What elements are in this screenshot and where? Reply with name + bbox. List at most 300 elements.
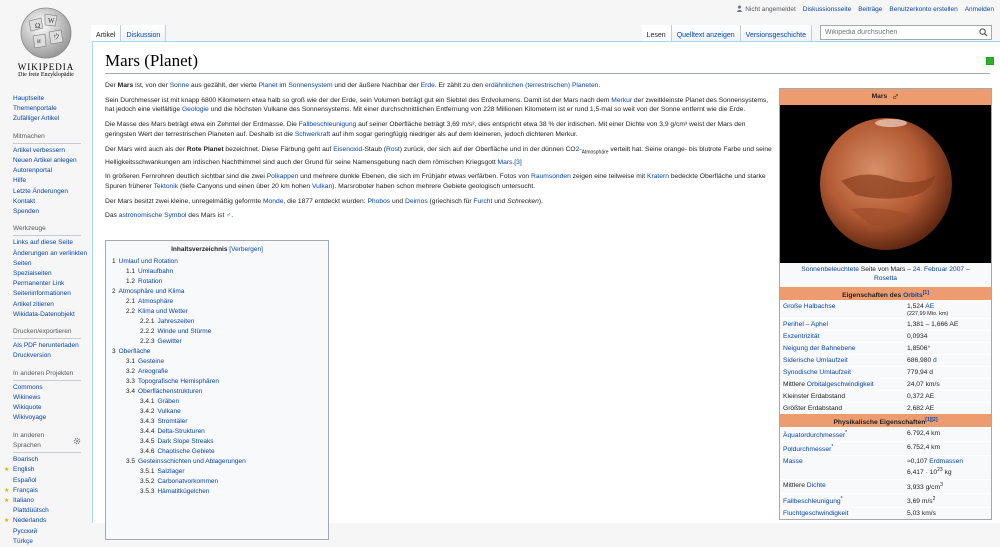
toc-item-number: 3.5.2 [140,478,155,485]
language-link[interactable]: Plattdüütsch [13,507,49,515]
infobox-caption [780,263,991,287]
infobox [779,88,992,520]
sidebar-participate-item[interactable]: Neuen Artikel anlegen [13,157,77,165]
text-run: zeigen eine teilweise mit [570,173,647,181]
infobox-value [904,319,991,330]
toc-item[interactable] [112,407,322,417]
title-divider [105,73,990,74]
inline-link[interactable]: [3] [514,158,522,166]
italic-term: Schrecken [507,197,539,205]
infobox-value [904,508,991,519]
text-run: des Mars ist [186,212,227,220]
toc-item-number: 1 [112,258,116,265]
key-link[interactable]: Perihel – Aphel [783,321,828,328]
login-link[interactable]: Anmelden [964,5,994,13]
caption-link[interactable]: Sonnenbeleuchtete [801,266,859,273]
toc-list [112,257,322,497]
infobox-row [780,493,991,507]
sidebar-tools-item[interactable]: Links auf diese Seite [13,239,73,247]
key-link[interactable]: Neigung der Bahnebene [783,345,856,352]
sidebar-tools [13,238,91,320]
toc-item-number: 3.4.6 [140,448,155,455]
toc-item[interactable] [112,347,322,357]
toc-item[interactable] [112,377,322,387]
inline-link[interactable]: Sonne [169,82,190,89]
value-link[interactable]: d [933,357,937,364]
text-run: , die 1877 entdeckt wurden: [283,197,368,205]
reviewed-badge-icon[interactable] [986,57,994,65]
tab-discussion[interactable]: Diskussion [121,25,166,41]
key-text: Kleinster Erdabstand [783,393,846,400]
sidebar-project-item[interactable]: Wikinews [13,394,41,402]
create-account-link[interactable]: Benutzerkonto erstellen [889,5,958,13]
tab-view-source[interactable]: Quelltext anzeigen [672,25,741,41]
toc-item[interactable] [112,457,322,467]
participate-heading-label: Mitmachen [13,132,45,140]
orbit-rows [780,300,991,414]
text-run: . [598,82,601,89]
text-run: Sein Durchmesser ist mit knapp 6800 Kilometern etwa halb so groß wie der der Erde, sein Volumen beträgt gut ein Siebtel des Erdvolumens. Damit ist der Mars nach dem [105,96,612,104]
inline-link[interactable]: Phobos [367,197,391,205]
inline-link[interactable]: Mars [497,158,513,166]
sidebar-print-item[interactable]: Als PDF herunterladen [13,342,79,350]
mars-image[interactable] [780,105,991,263]
toc-item[interactable] [112,297,322,307]
toc-item-label[interactable]: Gesteinsschichten und Ablagerungen [138,458,246,465]
sidebar-print [13,341,91,361]
toc-item-label[interactable]: Atmosphäre und Klima [118,288,185,295]
inline-link[interactable]: ♂ [226,212,232,220]
sidebar-print-item[interactable]: Druckversion [13,352,51,360]
value-text: 1,524 [907,303,926,310]
toc-item[interactable] [112,437,322,447]
inline-link[interactable]: 2 [575,145,580,153]
key-link[interactable]: Äquatordurchmesser [783,432,846,440]
text-run: . [231,212,234,220]
toc-item[interactable] [112,337,322,347]
inline-link[interactable]: Polkappen [266,173,299,181]
text-run: (tiefe Canyons und einen über 20 km hohen [178,182,312,190]
sidebar-project-item[interactable]: Wikivoyage [13,414,47,422]
sidebar-tools-item[interactable]: Permanenter Link [13,280,65,288]
participate-heading [13,132,81,144]
toc-item-number: 3.4 [126,388,136,395]
toc-item[interactable] [112,477,322,487]
toc-item[interactable] [112,387,322,397]
languages-heading [13,431,81,453]
toc-item-number: 3.2 [126,368,136,375]
toc-item-label[interactable]: Chaotische Gebiete [157,448,215,455]
value-text: 3,69 m/s [907,498,933,506]
text-run: bezeichnet. Diese Färbung geht auf [223,145,334,153]
sidebar-project-item[interactable]: Commons [13,383,43,391]
sidebar-participate-item[interactable]: Artikel verbessern [13,146,66,154]
infobox-key [780,403,904,414]
toc-item-number: 3.5.3 [140,488,155,495]
mars-globe-image [811,109,961,259]
value-text: 1,381 – 1,666 AE [907,321,959,328]
inline-link[interactable]: Geologie [181,106,209,114]
sidebar-participate-item[interactable]: Autorenportal [13,167,53,175]
infobox-key [780,301,904,318]
sidebar-project-item[interactable]: Wikiquote [13,404,42,412]
toc-item-number: 2.2.2 [140,328,155,335]
toc-item-label[interactable]: Gewitter [157,338,182,345]
infobox-value [904,494,991,507]
sidebar-nav-item[interactable]: Hauptseite [13,95,45,102]
subscript: Atmosphäre [581,148,609,155]
toc-item-label[interactable]: Jahreszeiten [157,318,195,325]
value-subtext: (227,99 Mio. km) [907,311,949,317]
language-link[interactable]: Boarisch [13,456,39,464]
toc-item-number: 2.2.1 [140,318,155,325]
contributions-link[interactable]: Beiträge [858,5,883,13]
physical-section-heading [780,414,991,427]
tab-article[interactable]: Artikel [91,25,121,41]
toc-item[interactable] [112,447,322,457]
key-text: Größter Erdabstand [783,405,843,412]
language-link[interactable]: Español [13,476,37,484]
language-link[interactable]: ★ Français [13,486,91,496]
toc-item-number: 3.4.2 [140,408,155,415]
toc-item[interactable] [112,317,322,327]
toc-item[interactable] [112,487,322,497]
value-link[interactable]: Erdmassen [929,458,964,466]
inline-link[interactable]: Fallbeschleunigung [298,121,357,129]
value-text: 3,933 g/cm [907,483,941,491]
text-run: ist, von der [133,82,170,89]
inline-link[interactable]: Planet [258,82,278,89]
toc-item[interactable] [112,287,322,297]
toc-item[interactable] [112,277,322,287]
text-run: Das [105,212,119,220]
talk-link[interactable]: Diskussionsseite [802,5,852,13]
value-text: 0,0934 [907,333,928,340]
toc-item-number: 3.4.4 [140,428,155,435]
sidebar-navigation [13,94,91,125]
value-text: 0,372 AE [907,393,935,400]
namespace-tabs [91,25,166,41]
sidebar-participate-item[interactable]: Spenden [13,208,40,216]
toc-item-label[interactable]: Winde und Stürme [157,328,212,335]
toc-item-label[interactable]: Delta-Strukturen [157,428,205,435]
value-text: 686,980 [907,357,934,364]
search-input[interactable] [820,25,992,40]
infobox-key [780,379,904,390]
infobox-value [904,480,991,493]
inline-link[interactable]: Raumsonden [531,173,571,181]
text-run: und der äußere Nachbar der [332,82,421,89]
inline-link[interactable]: Deimos [405,197,428,205]
sidebar-participate [13,146,91,217]
toc-item-label[interactable]: Umlaufbahn [138,268,174,275]
text-run: . [512,158,515,166]
infobox-key [780,442,904,455]
value-link[interactable]: AE [925,303,935,310]
paragraph-1 [105,81,775,91]
search-icon[interactable] [979,28,988,37]
value-text: kg [942,469,952,477]
infobox-row [780,378,991,390]
mars-symbol-icon: ♂ [891,91,900,103]
toc-item-number: 3.4.5 [140,438,155,445]
key-text: Mittlere [783,481,807,489]
inline-link[interactable]: Kratern [647,173,669,181]
paragraph-3 [105,120,775,139]
inline-link[interactable]: Tektonik [153,182,179,190]
print-heading [13,327,81,339]
sidebar-participate-item[interactable]: Letzte Änderungen [13,187,68,195]
print-heading-label: Drucken/exportieren [13,328,72,336]
infobox-row [780,366,991,378]
svg-text:и: и [37,37,41,45]
logo-tagline: Die freie Enzyklopädie [18,72,74,78]
infobox-title-label: Mars [871,93,888,100]
orbit-heading-ref[interactable]: [1] [922,290,929,296]
physical-heading-ref[interactable]: [1][2] [925,417,938,423]
infobox-key [780,355,904,366]
infobox-key [780,508,904,519]
key-link[interactable]: Orbitalgeschwindigkeit [806,381,874,388]
page-title: Mars (Planet) [105,51,199,70]
toc-item-number: 1.2 [126,278,136,285]
toc-item-label[interactable]: Klima und Wetter [138,308,188,315]
inline-link[interactable]: Furcht [473,197,493,205]
language-link[interactable]: Türkçe [13,537,33,545]
infobox-key [780,343,904,354]
user-icon [736,5,743,12]
languages-heading-label: In anderen Sprachen [13,431,45,449]
language-link[interactable]: ★ English [13,465,91,475]
infobox-value [904,367,991,378]
personal-tools [736,5,994,13]
text-run: In größeren Fernrohren deutlich sichtbar sind die zwei [105,173,267,181]
infobox-value [904,355,991,366]
inline-link[interactable]: Sonnensystem [288,82,333,89]
sidebar-participate-item[interactable]: Hilfe [13,177,27,185]
gear-icon[interactable] [73,437,81,445]
inline-link[interactable]: Eisenoxid [333,145,363,153]
text-run: - [579,145,582,153]
text-run: (griechisch für [427,197,474,205]
caption-text: Seite von Mars – [858,266,913,273]
inline-link[interactable]: Monde [262,197,284,205]
value-text: 6.752,4 km [907,444,941,452]
sidebar-projects [13,383,91,424]
infobox-key [780,367,904,378]
inline-link[interactable]: Merkur [611,96,633,104]
toc-item-label[interactable]: Umlauf und Rotation [118,258,178,265]
key-asterisk: * [845,430,848,436]
infobox-row [780,441,991,455]
value-text: 2,682 AE [907,405,935,412]
sidebar-nav-item[interactable]: Zufälliger Artikel [13,115,60,123]
toc-item-number: 3.4.1 [140,398,155,405]
text-run: Der Mars besitzt zwei kleine, unregelmäßig geformte [105,197,263,205]
toc-item-number: 3 [112,348,116,355]
key-link[interactable]: Dichte [806,481,826,489]
key-asterisk: * [840,495,843,502]
inline-link[interactable]: astronomische Symbol [118,212,187,220]
value-text: 24,07 km/s [907,381,940,388]
toc-item-number: 2.2.3 [140,338,155,345]
key-link[interactable]: Fallbeschleunigung [783,498,841,506]
infobox-value [904,456,991,478]
tab-read[interactable]: Lesen [642,25,672,41]
inline-link[interactable]: Rost [386,145,400,153]
toc-item[interactable] [112,267,322,277]
orbit-heading-text: Eigenschaften des [842,292,904,300]
toc-item-label[interactable]: Stromtäler [157,418,188,425]
bold-term: Mars [117,82,134,89]
inline-link[interactable]: Erde [420,82,435,89]
sidebar-tools-item[interactable]: Seiteninformationen [13,290,71,298]
language-link[interactable]: ★ Nederlands [13,516,91,526]
sidebar-tools-item[interactable]: Änderungen an verlinkten Seiten [13,249,88,267]
tools-heading [13,224,81,236]
key-link[interactable]: Exzentrizität [783,333,820,340]
value-text: ≈0,107 [907,458,930,466]
toc-item-label[interactable]: Vulkane [157,408,181,415]
text-run: Der [105,82,118,89]
article-body [105,81,775,226]
language-link[interactable]: ★ Italiano [13,496,91,506]
toc-item-label[interactable]: Gesteine [138,358,165,365]
text-run: auf seiner Oberfläche beträgt 3,69 m/s², dies entspricht etwa 38 % der irdischen. Mit einer Dichte von 3,9 g/cm³ weist der Mars den geringsten Wert der terrestrischen Planeten auf. Deshalb ist die [105,121,746,138]
infobox-row [780,402,991,414]
toc-toggle[interactable]: [Verbergen] [229,246,263,253]
infobox-key [780,428,904,441]
infobox-row [780,455,991,478]
text-run: im [277,82,289,89]
key-link[interactable]: Siderische Umlaufzeit [783,357,848,364]
value-exponent: 3 [940,481,943,488]
puzzle-globe-icon [19,6,73,60]
infobox-key [780,456,904,478]
toc-item[interactable] [112,417,322,427]
orbit-heading-link[interactable]: Orbits [903,292,923,300]
infobox-key [780,391,904,402]
infobox-row [780,354,991,366]
key-link[interactable]: Poldurchmesser [783,446,832,454]
sidebar-tools-item[interactable]: Spezialseiten [13,270,52,278]
toc-item-number: 3.3 [126,378,136,385]
key-link[interactable]: Große Halbachse [783,303,836,310]
infobox-value [904,343,991,354]
toc-item-number: 3.4.3 [140,418,155,425]
value-line [907,466,988,477]
toc-item-label[interactable]: Oberfläche [118,348,151,355]
tab-history[interactable]: Versionsgeschichte [741,25,812,41]
text-run: aus gezählt, der vierte [189,82,259,89]
toc-item-label[interactable]: Rotation [138,278,163,285]
text-run: und [390,197,406,205]
sidebar-participate-item[interactable]: Kontakt [13,197,36,205]
text-run: und mehrere dunkle Ebenen, die sich im Frühjahr etwas verfärben. Fotos von [298,173,532,181]
toc-item[interactable] [112,327,322,337]
toc-title [112,245,322,255]
physical-heading-text: Physikalische Eigenschaften [833,419,926,427]
toc-item-number: 1.1 [126,268,136,275]
infobox-value [904,379,991,390]
key-text: Mittlere [783,381,807,388]
text-run: und die höchsten Vulkane des Sonnensystems. Mit einer durchschnittlichen Entfernung von 228 Millionen Kilometern ist er rund 1,5-mal so weit von der Sonne entfernt wie die Erde. [208,106,746,114]
language-link[interactable]: Русский [13,527,38,535]
caption-date-link[interactable]: 24. Februar 2007 [912,266,965,273]
view-tabs [642,25,812,41]
text-run: und [492,197,508,205]
inline-link[interactable]: Vulkan [311,182,333,190]
infobox-row [780,479,991,493]
toc-item[interactable] [112,257,322,267]
not-logged-in [736,5,796,13]
text-run: bedeckte Oberfläche und starke Spuren früherer [105,173,766,190]
infobox-key [780,494,904,507]
text-run: -Staub ( [362,145,387,153]
toc-item[interactable] [112,427,322,437]
projects-heading [13,369,81,381]
wikipedia-logo[interactable] [8,6,84,78]
toc-item-label[interactable]: Hämatitkügelchen [157,488,210,495]
sidebar-tools-item[interactable]: Wikidata-Datenobjekt [13,310,75,318]
value-text: 6,417 · 10 [907,469,938,477]
logo-wordmark: WIKIPEDIA [17,62,75,72]
toc-item-number: 2.2 [126,308,136,315]
toc-item-label[interactable]: Areografie [138,368,169,375]
paragraph-4 [105,145,775,168]
infobox-row [780,390,991,402]
toc-title-label: Inhaltsverzeichnis [171,246,228,253]
toc-item-label[interactable]: Salzlager [157,468,185,475]
sidebar-nav-item[interactable]: Themenportale [13,105,57,113]
toc-item-number: 3.5 [126,458,136,465]
text-run: ). [538,197,543,205]
toc-item[interactable] [112,357,322,367]
infobox-value [904,391,991,402]
toc-item-label[interactable]: Atmosphäre [138,298,174,305]
inline-link[interactable]: Schwerkraft [294,130,331,138]
caption-separator: – [964,266,970,273]
toc-item[interactable] [112,397,322,407]
toc-item[interactable] [112,367,322,377]
infobox-row [780,342,991,354]
toc-item-label[interactable]: Topografische Hemisphären [138,378,219,385]
toc-item-label[interactable]: Oberflächenstrukturen [138,388,203,395]
toc-item-label[interactable]: Dark Slope Streaks [157,438,214,445]
value-exponent: 23 [937,467,943,474]
svg-text:ウ: ウ [53,33,60,41]
infobox-value [904,301,991,318]
toc-item-label[interactable]: Gräben [157,398,180,405]
infobox-value [904,428,991,441]
physical-rows [780,427,991,519]
key-link[interactable]: Fluchtgeschwindigkeit [783,510,849,518]
value-text: 779,94 d [907,369,934,376]
toc-item[interactable] [112,467,322,477]
value-exponent: 2 [932,495,936,502]
key-link[interactable]: Masse [783,458,803,466]
bold-term: Rote Planet [186,145,224,153]
inline-link[interactable]: erdähnlichen (terrestrischen) Planeten [485,82,599,89]
toc-item[interactable] [112,307,322,317]
key-link[interactable]: Synodische Umlaufzeit [783,369,852,376]
toc-item-label[interactable]: Carbonatvorkommen [157,478,219,485]
sidebar-tools-item[interactable]: Artikel zitieren [13,300,54,308]
text-run: Die Masse des Mars beträgt etwa ein Zehntel der Erdmasse. Die [105,121,299,129]
toc-item-number: 3.1 [126,358,136,365]
caption-source-link[interactable]: Rosetta [873,275,898,282]
text-run: ). Marsroboter haben schon mehrere Gebiete geologisch untersucht. [332,182,536,190]
